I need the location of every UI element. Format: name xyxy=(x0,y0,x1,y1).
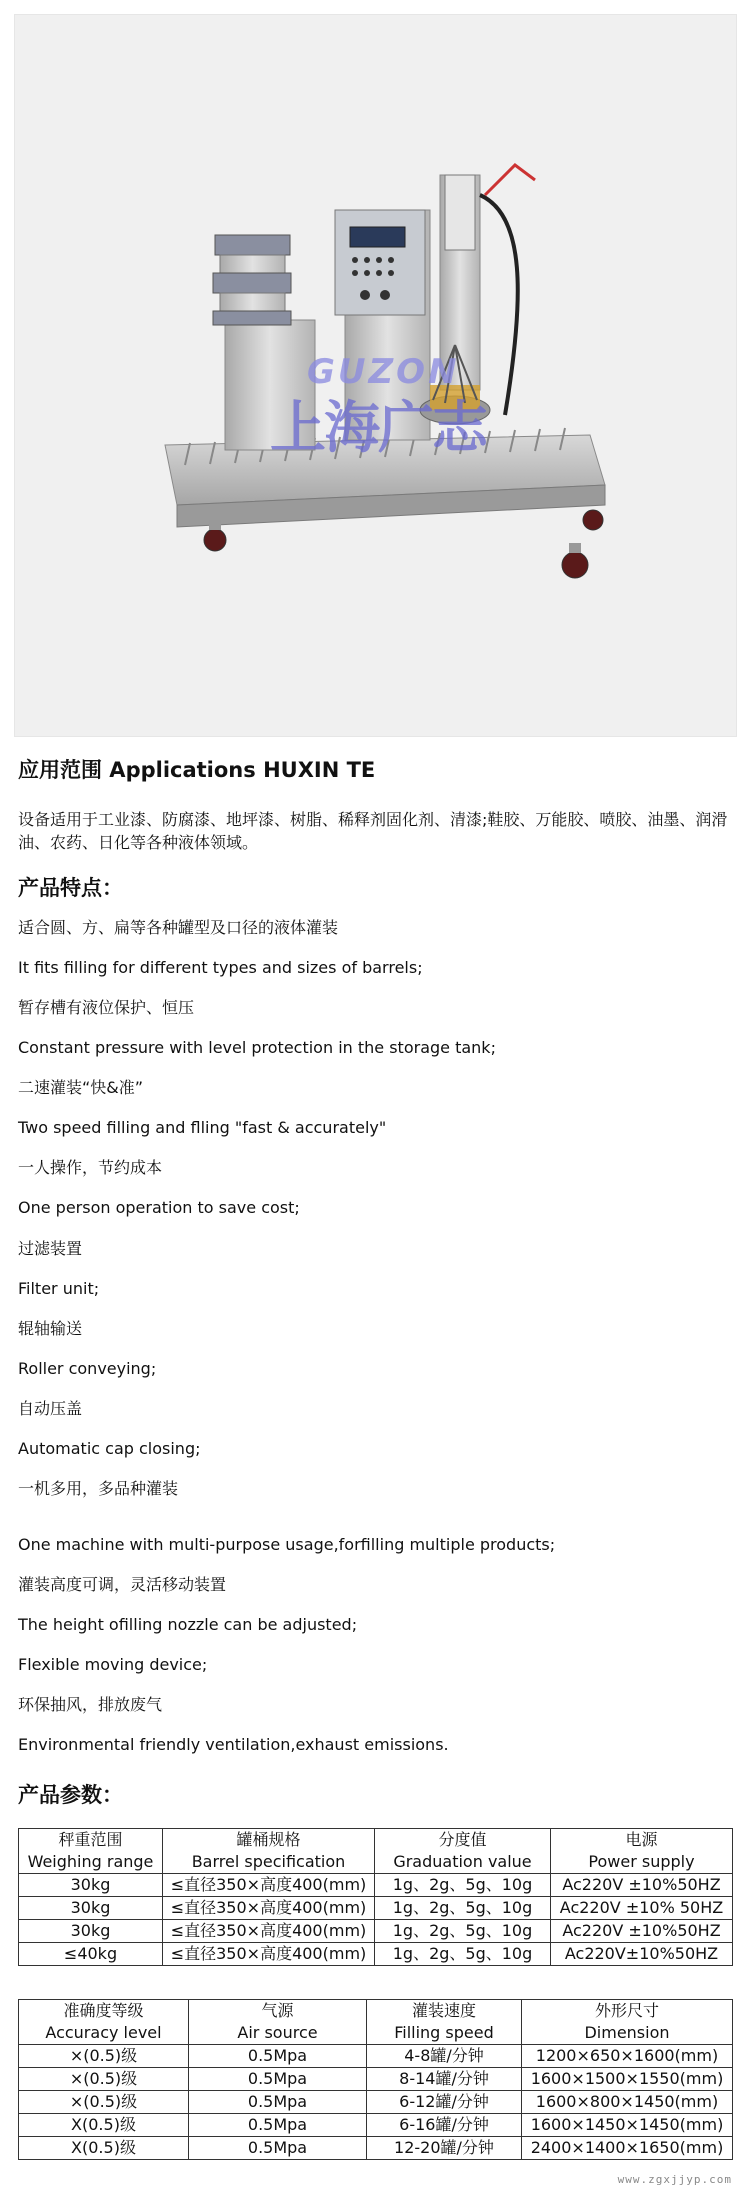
table-header-cell: 罐桶规格 Barrel specification xyxy=(163,1829,375,1874)
filling-machine-illustration xyxy=(15,15,736,736)
feature-line: 一人操作，节约成本 xyxy=(18,1158,163,1177)
table-cell: 8-14罐/分钟 xyxy=(367,2068,522,2091)
table-cell: 0.5Mpa xyxy=(189,2091,367,2114)
table-cell: 6-16罐/分钟 xyxy=(367,2114,522,2137)
table-cell: 0.5Mpa xyxy=(189,2045,367,2068)
feature-line: 辊轴输送 xyxy=(18,1319,83,1338)
table-header-cell: 外形尺寸 Dimension xyxy=(522,2000,733,2045)
feature-line: 适合圆、方、扁等各种罐型及口径的液体灌装 xyxy=(18,918,339,937)
features-title: 产品特点： xyxy=(18,876,123,900)
table-cell: ≤直径350×高度400(mm) xyxy=(163,1920,375,1943)
table-cell: ×(0.5)级 xyxy=(19,2091,189,2114)
feature-line: It fits filling for different types and sizes of barrels; xyxy=(18,958,423,977)
table-header-cell: 气源 Air source xyxy=(189,2000,367,2045)
table-header-row xyxy=(19,2000,733,2045)
watermark-logo-text: GUZON xyxy=(307,352,460,392)
table-cell: Ac220V ±10%50HZ xyxy=(551,1874,733,1897)
table-cell: 6-12罐/分钟 xyxy=(367,2091,522,2114)
table-header-cell: 分度值 Graduation value xyxy=(375,1829,551,1874)
feature-line: 自动压盖 xyxy=(18,1399,83,1418)
feature-line: 环保抽风，排放废气 xyxy=(18,1695,163,1714)
table-cell: 1600×1450×1450(mm) xyxy=(522,2114,733,2137)
feature-line: 一机多用，多品种灌装 xyxy=(18,1479,179,1498)
filter-housing xyxy=(213,235,291,325)
table-row xyxy=(19,2068,733,2091)
table-header-row xyxy=(19,1829,733,1874)
table-cell: 30kg xyxy=(19,1874,163,1897)
table-cell: Ac220V ±10%50HZ xyxy=(551,1920,733,1943)
table-cell: ×(0.5)级 xyxy=(19,2068,189,2091)
table-row xyxy=(19,2114,733,2137)
table-row xyxy=(19,2091,733,2114)
feature-line: 暂存槽有液位保护、恒压 xyxy=(18,998,195,1017)
params-title: 产品参数： xyxy=(18,1783,123,1807)
table-cell: 1g、2g、5g、10g xyxy=(375,1920,551,1943)
table-cell: ×(0.5)级 xyxy=(19,2045,189,2068)
table-cell: 1200×650×1600(mm) xyxy=(522,2045,733,2068)
feature-line: One person operation to save cost; xyxy=(18,1198,300,1217)
table-row xyxy=(19,2045,733,2068)
feature-line: Constant pressure with level protection in the storage tank; xyxy=(18,1038,496,1057)
spec-table-1 xyxy=(18,1828,733,1966)
table-row xyxy=(19,2137,733,2160)
table-header-cell: 灌装速度 Filling speed xyxy=(367,2000,522,2045)
feature-line: 灌装高度可调，灵活移动装置 xyxy=(18,1575,227,1594)
table-cell: 1g、2g、5g、10g xyxy=(375,1943,551,1966)
table-cell: 2400×1400×1650(mm) xyxy=(522,2137,733,2160)
table-cell: ≤40kg xyxy=(19,1943,163,1966)
pneumatic-cylinder xyxy=(445,175,475,250)
feature-line: Automatic cap closing; xyxy=(18,1439,201,1458)
feature-line: Filter unit; xyxy=(18,1279,100,1298)
table-cell: 1g、2g、5g、10g xyxy=(375,1897,551,1920)
watermark-logo-cn: 上海广志 xyxy=(270,396,486,461)
table-cell: Ac220V±10%50HZ xyxy=(551,1943,733,1966)
feature-line: One machine with multi-purpose usage,forfilling multiple products; xyxy=(18,1535,556,1554)
table-header-cell: 电源 Power supply xyxy=(551,1829,733,1874)
table-cell: 12-20罐/分钟 xyxy=(367,2137,522,2160)
table-row xyxy=(19,1897,733,1920)
table-cell: 4-8罐/分钟 xyxy=(367,2045,522,2068)
feature-line: Roller conveying; xyxy=(18,1359,157,1378)
table-cell: 0.5Mpa xyxy=(189,2137,367,2160)
feature-line: 二速灌装“快&准” xyxy=(18,1078,144,1097)
feature-line: 过滤装置 xyxy=(18,1239,83,1258)
table-cell: 0.5Mpa xyxy=(189,2114,367,2137)
table-header-cell: 准确度等级 Accuracy level xyxy=(19,2000,189,2045)
site-watermark: www.zgxjjyp.com xyxy=(617,2173,732,2186)
table-cell: 0.5Mpa xyxy=(189,2068,367,2091)
table-cell: 1g、2g、5g、10g xyxy=(375,1874,551,1897)
feature-line: Two speed filling and flling "fast & accurately" xyxy=(18,1118,387,1137)
table-cell: 1600×1500×1550(mm) xyxy=(522,2068,733,2091)
table-row xyxy=(19,1920,733,1943)
table-cell: ≤直径350×高度400(mm) xyxy=(163,1943,375,1966)
feature-line: Environmental friendly ventilation,exhaust emissions. xyxy=(18,1735,449,1754)
feature-line: The height ofilling nozzle can be adjusted; xyxy=(18,1615,358,1634)
feature-line: Flexible moving device; xyxy=(18,1655,208,1674)
table-header-cell: 秤重范围 Weighing range xyxy=(19,1829,163,1874)
spec-table-2 xyxy=(18,1999,733,2160)
table-cell: 30kg xyxy=(19,1920,163,1943)
table-row xyxy=(19,1874,733,1897)
table-cell: ≤直径350×高度400(mm) xyxy=(163,1874,375,1897)
table-cell: ≤直径350×高度400(mm) xyxy=(163,1897,375,1920)
table-cell: 30kg xyxy=(19,1897,163,1920)
table-cell: X(0.5)级 xyxy=(19,2114,189,2137)
table-cell: X(0.5)级 xyxy=(19,2137,189,2160)
table-cell: Ac220V ±10% 50HZ xyxy=(551,1897,733,1920)
table-cell: 1600×800×1450(mm) xyxy=(522,2091,733,2114)
table-row xyxy=(19,1943,733,1966)
product-image xyxy=(14,14,737,737)
applications-text: 设备适用于工业漆、防腐漆、地坪漆、树脂、稀释剂固化剂、清漆;鞋胶、万能胶、喷胶、油墨、润滑油、农药、日化等各种液体领域。 xyxy=(18,810,728,852)
applications-title: 应用范围 Applications HUXIN TE xyxy=(18,758,376,782)
